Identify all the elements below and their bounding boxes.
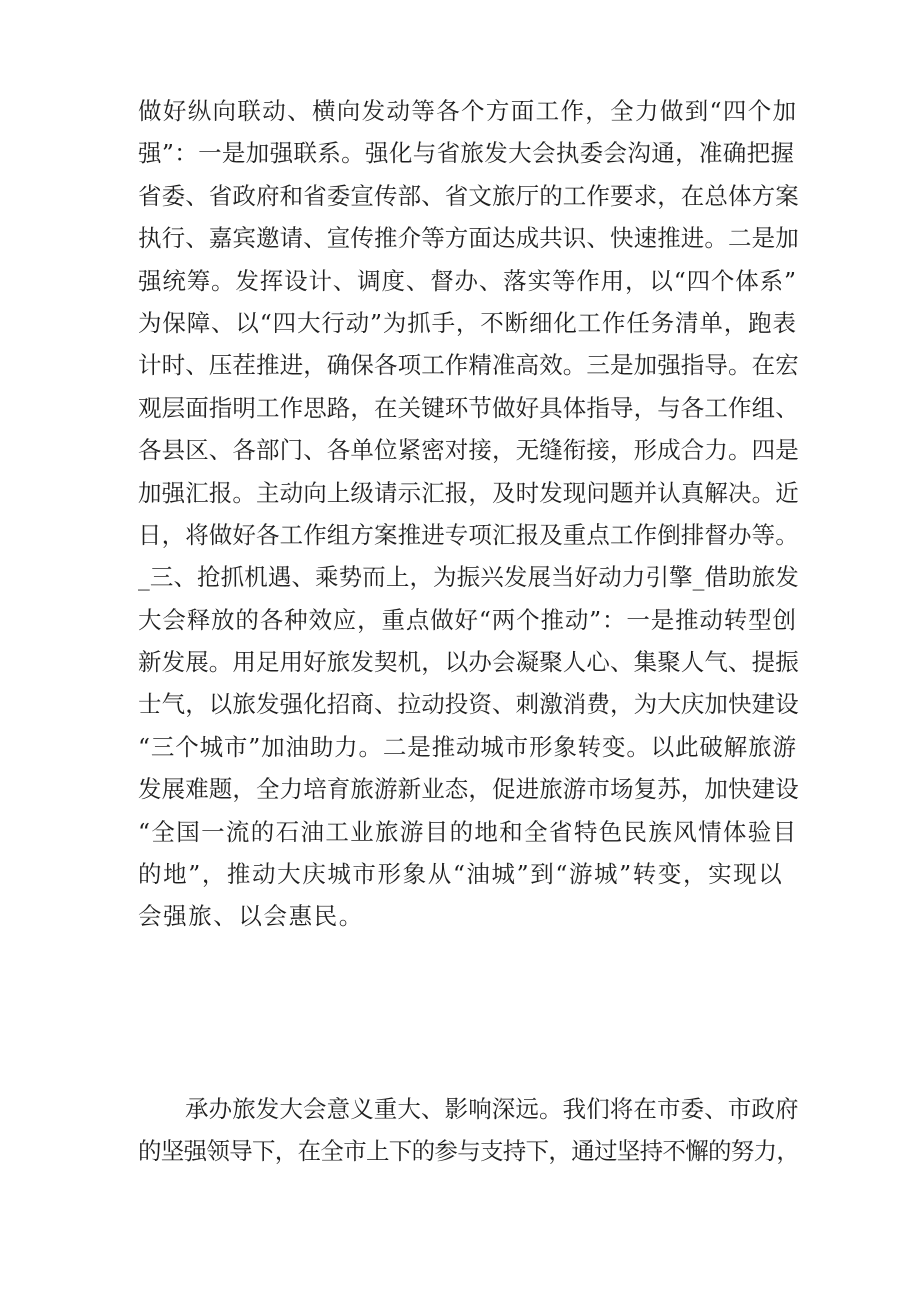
body-line: 省委、省政府和省委宣传部、省文旅厅的工作要求，在总体方案	[138, 181, 799, 210]
closing-paragraph	[138, 1088, 798, 1173]
body-line: 大会释放的各种效应，重点做好“两个推动”：一是推动转型创	[138, 605, 797, 634]
body-line: “全国一流的石油工业旅游目的地和全省特色民族风情体验目	[138, 817, 798, 846]
body-line: 发展难题，全力培育旅游新业态，促进旅游市场复苏，加快建设	[138, 775, 799, 804]
body-line: 加强汇报。主动向上级请示汇报，及时发现问题并认真解决。近	[138, 478, 799, 507]
body-line: 计时、压茬推进，确保各项工作精准高效。三是加强指导。在宏	[138, 351, 799, 380]
body-line: 观层面指明工作思路，在关键环节做好具体指导，与各工作组、	[138, 393, 799, 422]
body-line: 会强旅、以会惠民。	[138, 902, 364, 931]
body-line: 士气，以旅发强化招商、拉动投资、刺激消费，为大庆加快建设	[138, 690, 799, 719]
body-line: 做好纵向联动、横向发动等各个方面工作，全力做到“四个加	[138, 97, 798, 125]
body-line: 各县区、各部门、各单位紧密对接，无缝衔接，形成合力。四是	[138, 436, 799, 465]
body-line: 日，将做好各工作组方案推进专项汇报及重点工作倒排督办等。	[138, 520, 799, 549]
section-heading-line: _三、抢抓机遇、乘势而上，为振兴发展当好动力引擎_借助旅发	[138, 563, 799, 592]
body-line: “三个城市”加油助力。二是推动城市形象转变。以此破解旅游	[138, 732, 797, 761]
body-line: 强”：一是加强联系。强化与省旅发大会执委会沟通，准确把握	[138, 139, 795, 168]
body-line: 新发展。用足用好旅发契机，以办会凝聚人心、集聚人气、提振	[138, 648, 799, 677]
closing-line: 的坚强领导下，在全市上下的参与支持下，通过坚持不懈的努力，	[138, 1137, 800, 1166]
closing-line: 承办旅发大会意义重大、影响深远。我们将在市委、市政府	[185, 1095, 799, 1123]
body-line: 为保障、以“四大行动”为抓手，不断细化工作任务清单，跑表	[138, 308, 797, 337]
body-line: 执行、嘉宾邀请、宣传推介等方面达成共识、快速推进。二是加	[138, 224, 799, 253]
body-line: 强统筹。发挥设计、调度、督办、落实等作用，以“四个体系”	[138, 266, 797, 295]
body-line: 的地”，推动大庆城市形象从“油城”到“游城”转变，实现以	[138, 860, 784, 889]
body-paragraph	[138, 90, 798, 938]
